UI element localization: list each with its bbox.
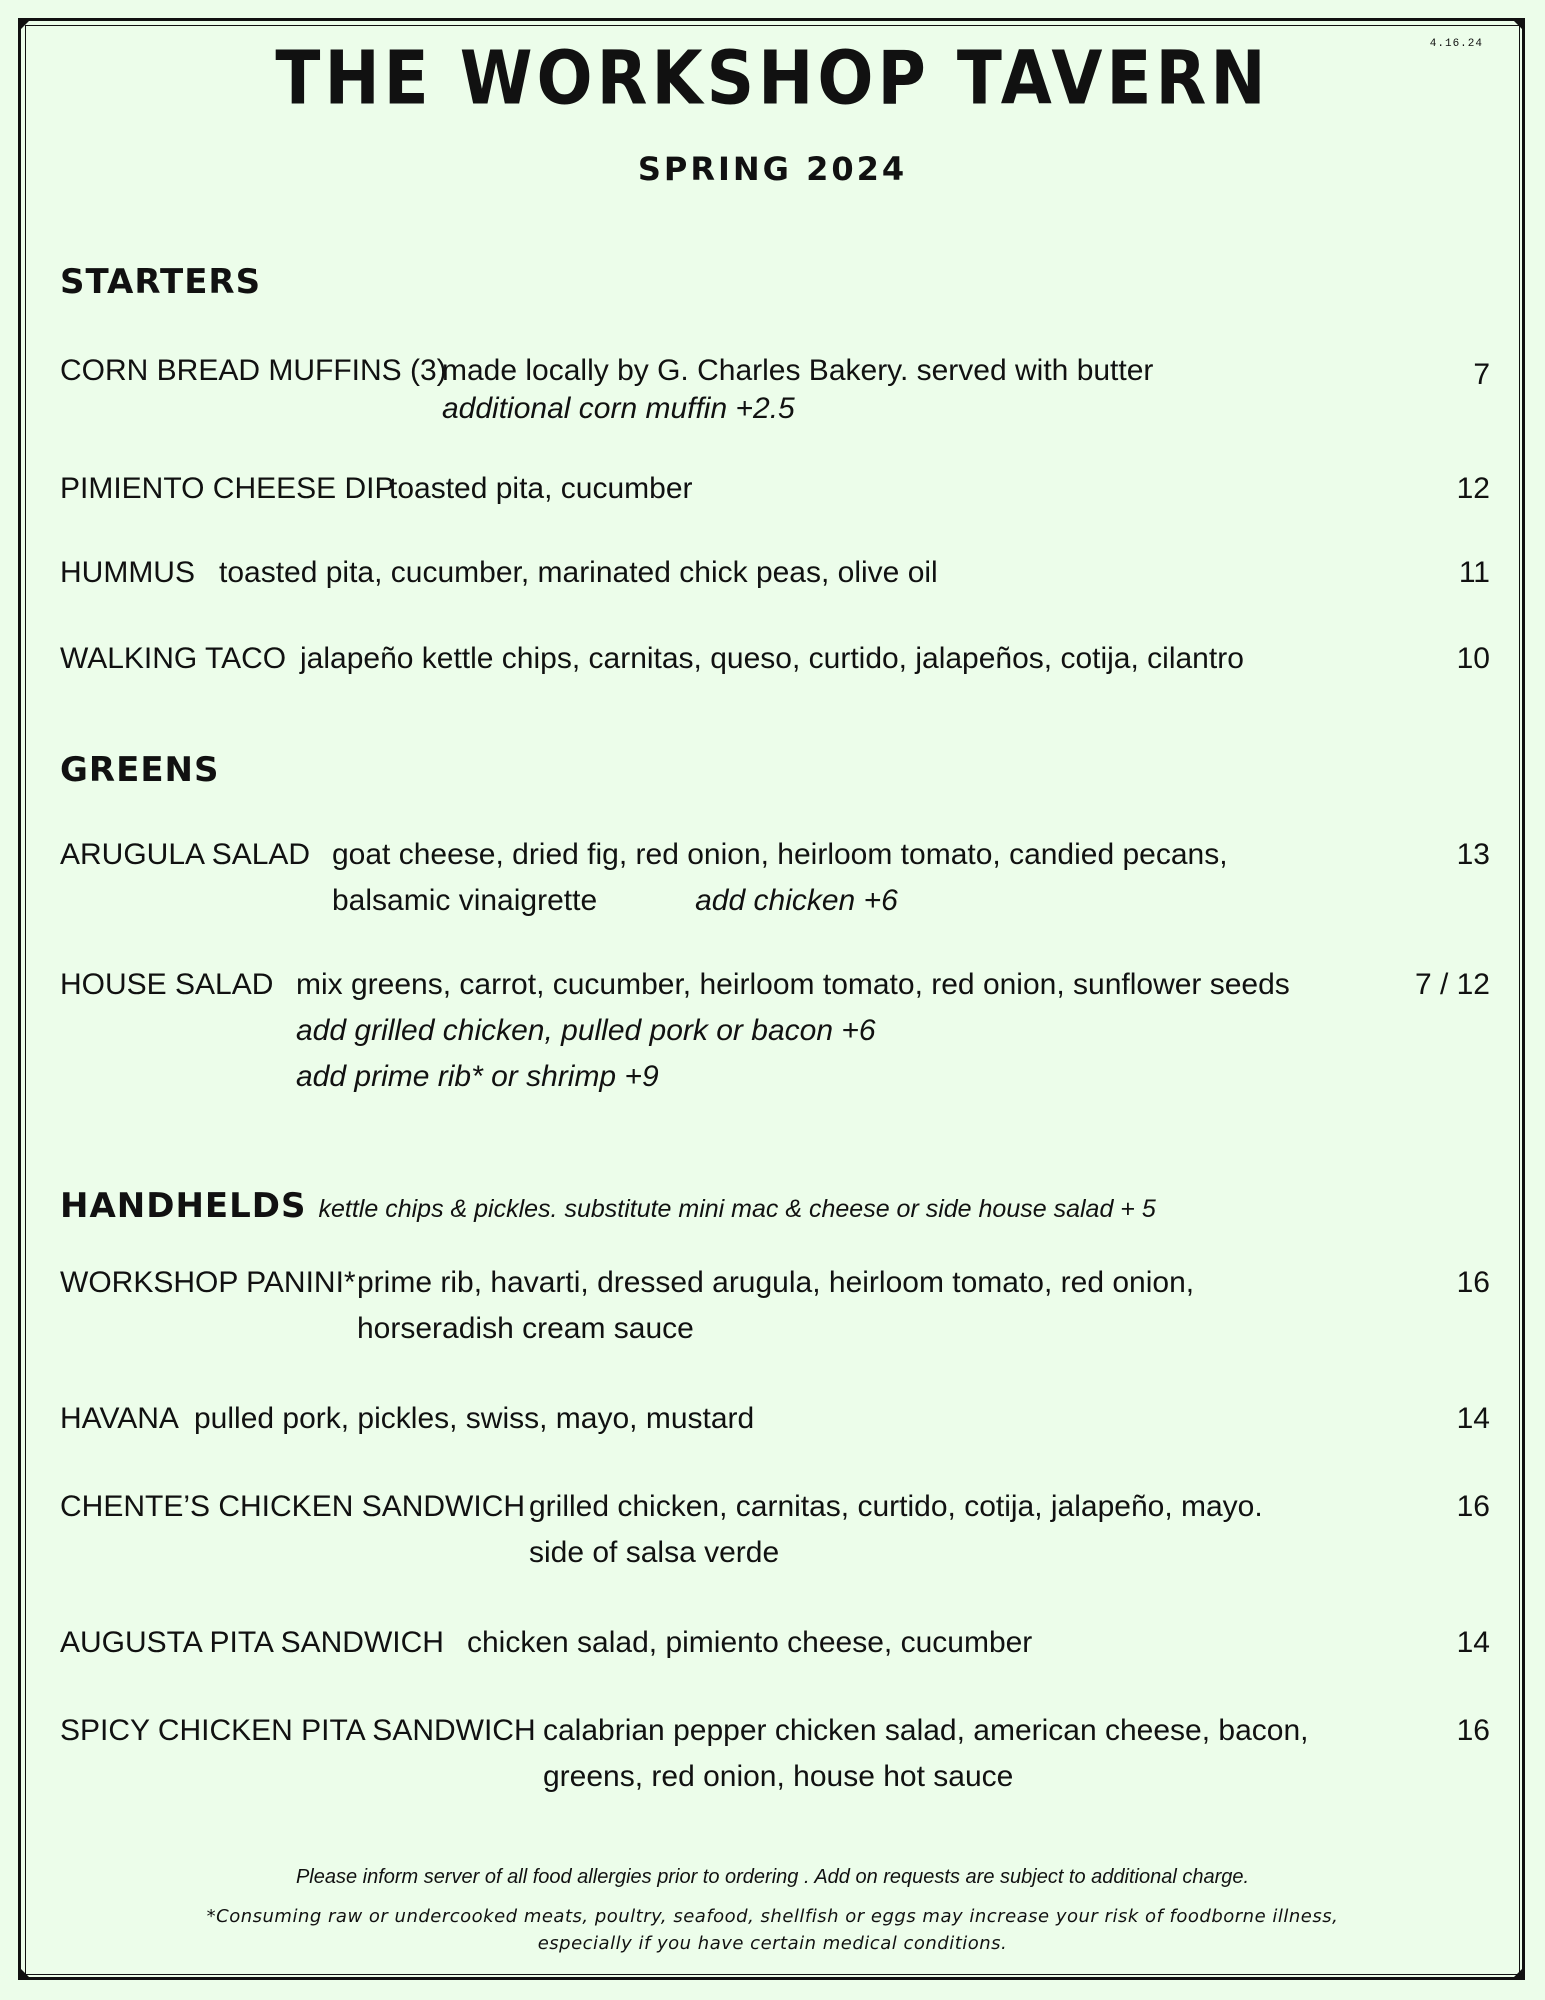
item-description: chicken salad, pimiento cheese, cucumber: [467, 1626, 1033, 1659]
item-price: 11: [1458, 556, 1490, 589]
item-name: PIMIENTO CHEESE DIP: [60, 472, 395, 505]
item-description: jalapeño kettle chips, carnitas, queso, curtido, jalapeños, cotija, cilantro: [300, 642, 1244, 675]
item-description: mix greens, carrot, cucumber, heirloom tomato, red onion, sunflower seeds add grilled chicken, pulled pork or bacon +6 add prime rib* or shrimp +9: [296, 968, 1290, 1093]
item-price: 16: [1456, 1266, 1490, 1299]
section-heading-greens: GREENS: [60, 750, 220, 790]
consumption-warning: *Consuming raw or undercooked meats, poultry, seafood, shellfish or eggs may increase your risk of foodborne illness, especially if you have certain medical conditions.: [206, 1906, 1339, 1954]
item-name: HUMMUS: [60, 556, 195, 589]
item-price: 14: [1456, 1626, 1490, 1659]
menu-date: 4.16.24: [1429, 38, 1483, 50]
section-heading-starters: STARTERS: [60, 262, 262, 302]
item-description: goat cheese, dried fig, red onion, heirloom tomato, candied pecans, balsamic vinaigrette add chicken +6: [332, 838, 1228, 917]
item-price: 12: [1456, 472, 1490, 505]
item-description: prime rib, havarti, dressed arugula, heirloom tomato, red onion, horseradish cream sauce: [357, 1266, 1195, 1345]
item-addon: add chicken +6: [695, 884, 898, 917]
item-price: 7 / 12: [1414, 968, 1490, 1001]
section-heading-handhelds: HANDHELDS kettle chips & pickles. substitute mini mac & cheese or side house salad + 5: [60, 1186, 1156, 1226]
item-name: HOUSE SALAD: [60, 968, 274, 1001]
item-price: 16: [1456, 1490, 1490, 1523]
item-name: AUGUSTA PITA SANDWICH: [60, 1626, 444, 1659]
item-name: WALKING TACO: [60, 642, 287, 675]
item-price: 7: [1473, 358, 1490, 391]
item-name: WORKSHOP PANINI*: [60, 1266, 356, 1299]
section-note: kettle chips & pickles. substitute mini mac & cheese or side house salad + 5: [318, 1195, 1156, 1223]
item-description: grilled chicken, carnitas, curtido, cotija, jalapeño, mayo. side of salsa verde: [529, 1490, 1263, 1569]
item-price: 14: [1456, 1402, 1490, 1435]
item-description: calabrian pepper chicken salad, american cheese, bacon, greens, red onion, house hot sauce: [543, 1714, 1309, 1793]
allergy-notice: Please inform server of all food allergies prior to ordering . Add on requests are subject to additional charge.: [295, 1866, 1250, 1888]
item-description: made locally by G. Charles Bakery. served with butter additional corn muffin +2.5: [442, 354, 1154, 425]
item-name: ARUGULA SALAD: [60, 838, 311, 871]
menu-season: SPRING 2024: [637, 150, 908, 188]
item-price: 13: [1456, 838, 1490, 871]
item-description: toasted pita, cucumber: [389, 472, 693, 505]
item-name: CHENTE’S CHICKEN SANDWICH: [60, 1490, 526, 1523]
restaurant-title: THE WORKSHOP TAVERN: [275, 35, 1270, 122]
item-name: SPICY CHICKEN PITA SANDWICH: [60, 1714, 536, 1747]
item-price: 16: [1456, 1714, 1490, 1747]
item-name: CORN BREAD MUFFINS (3): [60, 354, 447, 387]
item-description: toasted pita, cucumber, marinated chick peas, olive oil: [219, 556, 938, 589]
item-price: 10: [1456, 642, 1490, 675]
item-name: HAVANA: [60, 1402, 179, 1435]
item-description: pulled pork, pickles, swiss, mayo, mustard: [194, 1402, 755, 1435]
